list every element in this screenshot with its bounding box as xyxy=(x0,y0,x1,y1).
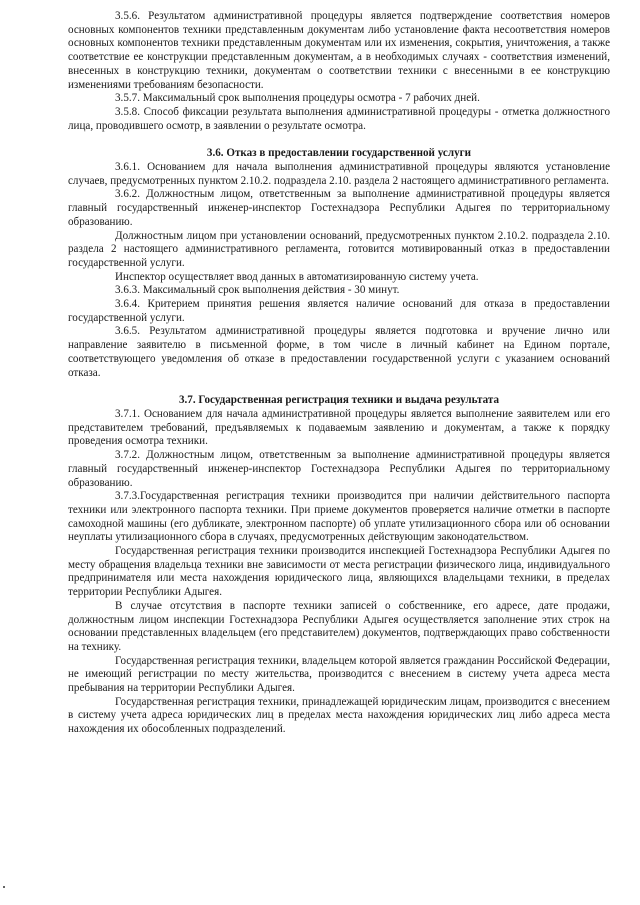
paragraph-registration-place: Государственная регистрация техники производится инспекцией Гостехнадзора Республики Адыгея по месту обращения владельца техники вне зависимости от места регистрации физического лица, индивидуального предпринимателя или места нахождения юридического лица, являющихся владельцами техники, в пределах территории Республики Адыгея. xyxy=(68,545,610,599)
paragraph-missing-records: В случае отсутствия в паспорте техники записей о собственнике, его адресе, дате продажи, должностным лицом инспекции Гостехнадзора Республики Адыгея осуществляется заполнение этих строк на основании представленных владельцем (его представителем) документов, подтверждающих право собственности на технику. xyxy=(68,599,610,653)
paragraph-3-6-5: 3.6.5. Результатом административной процедуры является подготовка и вручение лично или направление заявителю в письменной форме, в том числе в личный кабинет на Едином портале, соответствующего уведомления об отказе в предоставлении государственной услуги с указанием оснований отказа. xyxy=(68,325,610,379)
paragraph-3-6-3: 3.6.3. Максимальный срок выполнения действия - 30 минут. xyxy=(115,284,400,297)
paragraph-3-6-1: 3.6.1. Основанием для начала выполнения административной процедуры являются установление случаев, предусмотренных пунктом 2.10.2. подраздела 2.10. раздела 2 настоящего административного регламента. xyxy=(68,161,610,187)
paragraph-3-5-7: 3.5.7. Максимальный срок выполнения процедуры осмотра - 7 рабочих дней. xyxy=(115,92,480,105)
section-heading-3-7: 3.7. Государственная регистрация техники и выдача результата xyxy=(178,394,500,407)
paragraph-3-7-1: 3.7.1. Основанием для начала административной процедуры является выполнение заявителем или его представителем требований, предъявляемых к подаваемым заявлению и документам, а также к порядку проведения осмотра техники. xyxy=(68,407,610,448)
paragraph-3-6-4: 3.6.4. Критерием принятия решения является наличие оснований для отказа в предоставлении государственной услуги. xyxy=(68,298,610,324)
paragraph-citizen-registration: Государственная регистрация техники, владельцем которой является гражданин Российской Федерации, не имеющий регистрации по месту жительства, производится с внесением в систему учета адреса места пребывания на территории Республики Адыгея. xyxy=(68,654,610,695)
paragraph-legal-entity-registration: Государственная регистрация техники, принадлежащей юридическим лицам, производится с внесением в систему учета адреса юридических лиц в пределах места нахождения юридических лиц либо адреса места нахождения их обособленных подразделений. xyxy=(68,695,610,736)
paragraph-3-7-3: 3.7.3.Государственная регистрация техники производится при наличии действительного паспорта техники или электронного паспорта техники. При приеме документов проверяется наличие отметки в паспорте самоходной машины (его дубликате, электронном паспорте) об уплате утилизационного сбора или об основании неуплаты утилизационного сбора в случаях, предусмотренных действующим законодательством. xyxy=(68,490,610,544)
paragraph-refusal: Должностным лицом при установлении оснований, предусмотренных пунктом 2.10.2. подраздела 2.10. раздела 2 настоящего административного регламента, готовится мотивированный отказ в предоставлении государственной услуги. xyxy=(68,229,610,269)
paragraph-3-5-8: 3.5.8. Способ фиксации результата выполнения административной процедуры - отметка должностного лица, проводившего осмотр, в заявлении о результате осмотра. xyxy=(68,105,610,132)
scan-speck xyxy=(3,886,5,888)
paragraph-3-6-2: 3.6.2. Должностным лицом, ответственным за выполнение административной процедуры является главный государственный инженер-инспектор Гостехнадзора Республики Адыгея по территориальному образованию. xyxy=(68,188,610,228)
paragraph-3-7-2: 3.7.2. Должностным лицом, ответственным за выполнение административной процедуры является главный государственный инженер-инспектор Гостехнадзора Республики Адыгея по территориальному образованию. xyxy=(68,449,610,489)
section-heading-3-6: 3.6. Отказ в предоставлении государственной услуги xyxy=(206,147,472,160)
paragraph-inspector-input: Инспектор осуществляет ввод данных в автоматизированную систему учета. xyxy=(115,270,479,283)
paragraph-3-5-6: 3.5.6. Результатом административной процедуры является подтверждение соответствия номеров основных компонентов техники представленным документам либо установление факта несоответствия номеров основных компонентов техники представленным документам или их изменения, сокрытия, уничтожения, а также соответствие ее конструкции представленным документам, а в необходимых случаях - соответствия изменений, внесенных в конструкцию техники, документам о соответствии техники с внесенными в ее конструкцию изменениями требованиям безопасности. xyxy=(68,10,610,91)
